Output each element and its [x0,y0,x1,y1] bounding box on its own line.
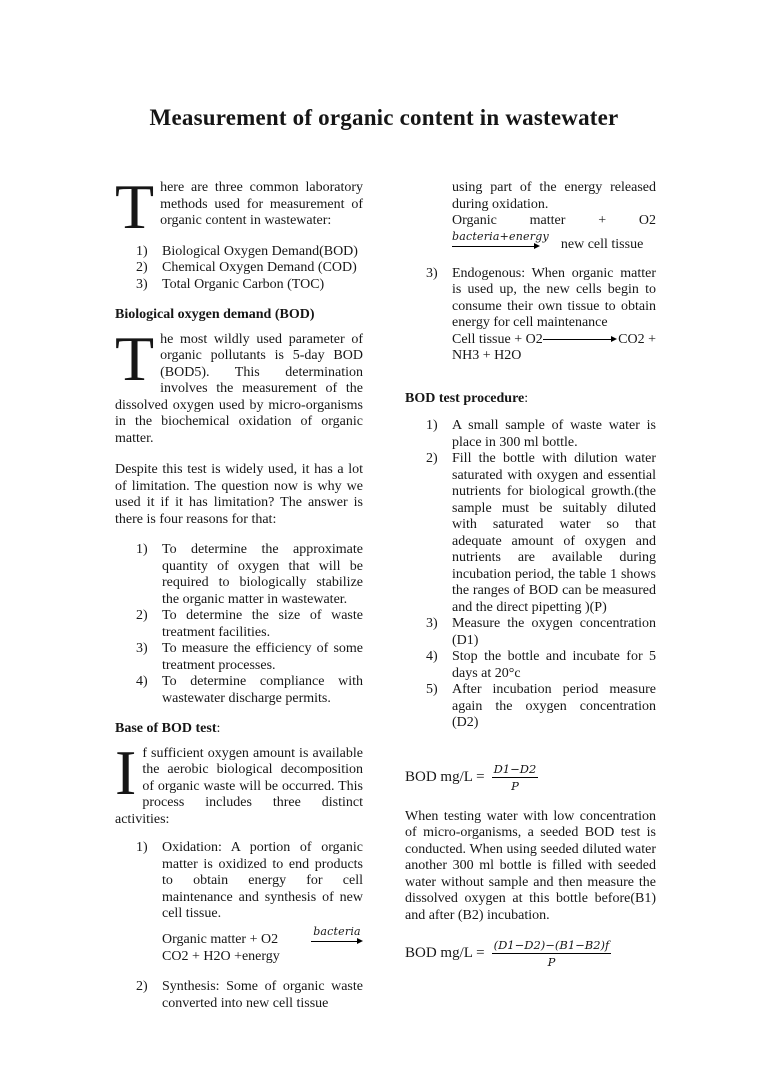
formula-bod-seeded [405,938,656,969]
right-arrow-icon [543,336,617,344]
list-item-text: Total Organic Carbon (TOC) [162,276,325,292]
list-item [115,674,363,707]
list-number: 3) [136,641,148,656]
list-item [405,649,656,682]
left-column [115,171,363,1012]
list-methods [115,244,363,294]
equation-lhs: Cell tissue + O2 [452,331,543,347]
list-item-text: Synthesis: Some of organic waste converted into new cell tissue [162,979,363,1011]
paragraph-seeded: When testing water with low concentration of micro-organisms, a seeded BOD test is conducted. When using seeded diluted water another 300 ml bottle is filled with seeded water without sample and then measure the dissolved oxygen at this bottle before(B1) and after (B2) incubation. [405,808,656,923]
list-item [405,616,656,649]
list-item-text: To determine the size of waste treatment facilities. [162,608,363,640]
list-item [405,682,656,732]
equation-rhs-line2: NH3 + H2O [452,348,522,363]
list-item-text: After incubation period measure again the oxygen concentration (D2) [452,682,656,730]
equation-synthesis-lhs: Organic matter + O2 [452,213,656,228]
fraction-numerator: (D1−D2)−(B1−B2)f [493,938,610,952]
list-number: 1) [136,542,148,557]
list-number: 2) [426,451,438,466]
list-number: 2) [136,260,148,275]
list-item [115,542,363,608]
list-item [115,608,363,641]
equation-rhs: new cell tissue [560,237,644,252]
list-item-synthesis [115,979,363,1012]
list-number: 1) [136,840,148,855]
list-number: 2) [136,979,148,994]
list-number: 4) [136,674,148,689]
arrow-label: bacteria+energy [452,229,549,243]
formula-bod-simple [405,762,656,793]
list-item-endogenous [405,266,656,365]
list-number: 3) [136,276,148,292]
heading-bod [115,307,363,324]
list-item-text: To determine compliance with wastewater discharge permits. [162,674,363,706]
document-title: Measurement of organic content in wastewater [149,105,619,131]
list-item [115,277,363,294]
list-item-text: Stop the bottle and incubate for 5 days at 20°c [452,649,656,681]
list-number: 3) [426,616,438,631]
heading-bod-text: Biological oxygen demand (BOD) [115,307,315,322]
list-item-text: Chemical Oxygen Demand (COD) [162,260,357,275]
paragraph-despite: Despite this test is widely used, it has a lot of limitation. The question now is why we used it if it has limitation? The answer is there is four reasons for that: [115,462,363,527]
right-arrow-icon [452,243,540,251]
list-item-text: To measure the efficiency of some treatment processes. [162,641,363,673]
list-item-text: Fill the bottle with dilution water saturated with oxygen and essential nutrients for biological growth.(the sample must be suitably diluted with saturated water so that adequate amount of oxygen and nutrients are available during incubation period, the table 1 shows the ranges of BOD can be measured and the direct pipetting )(P) [452,451,656,615]
list-item [405,451,656,616]
paragraph-base [115,736,363,829]
dropcap-t: T [115,171,155,242]
formula-prefix: BOD mg/L = [405,945,485,962]
fraction-numerator: D1−D2 [493,761,537,776]
list-item-text: Oxidation: A portion of organic matter is oxidized to end products to obtain energy for cell maintenance and synthesis of new cell tissue. [162,840,363,921]
list-item [115,244,363,261]
fraction [492,762,539,793]
heading-procedure-suffix: : [524,390,529,406]
synthesis-continuation [452,180,656,254]
continuation-text: using part of the energy released during oxidation. [452,180,656,212]
arrow-label: bacteria [313,924,361,938]
formula-prefix: BOD mg/L = [405,768,485,785]
right-column [405,180,656,969]
list-number: 3) [426,265,438,281]
list-number: 1) [426,418,438,433]
heading-base-suffix: : [216,721,221,736]
list-item-text: To determine the approximate quantity of oxygen that will be required to biologically stabilize the organic matter in wastewater. [162,542,363,607]
heading-base-text: Base of BOD test [115,721,217,736]
equation-endogenous [452,332,656,349]
paragraph-base-text: f sufficient oxygen amount is available the aerobic biological decomposition of organic waste will be occurred. This process includes three distinct activities: [115,745,363,827]
right-arrow-icon [311,938,363,946]
equation-rhs: CO2 + H2O +energy [162,948,280,964]
list-number: 2) [136,608,148,623]
list-number: 1) [136,243,148,259]
equation-oxidation [162,925,363,949]
list-number: 5) [426,682,438,697]
equation-rhs: CO2 + [618,331,656,347]
equation-lhs: Organic matter + O2 [162,932,279,947]
list-number: 4) [426,649,438,664]
heading-procedure [405,391,656,408]
list-item [115,641,363,674]
heading-procedure-text: BOD test procedure [405,390,525,406]
list-procedure-steps [405,418,656,732]
fraction-denominator: P [511,778,519,793]
heading-base [115,721,363,738]
list-item-text: Measure the oxygen concentration (D1) [452,616,656,648]
list-item-oxidation [115,840,363,965]
list-item [405,418,656,451]
list-item-text: A small sample of waste water is place in 300 ml bottle. [452,418,656,450]
labeled-arrow [311,925,363,949]
dropcap-t: T [115,322,155,394]
fraction [492,938,612,969]
paragraph-intro-text: here are three common laboratory methods used for measurement of organic content in wastewater: [160,180,363,228]
equation-synthesis [452,230,656,254]
paragraph-intro [115,171,363,242]
list-item [115,260,363,277]
list-activities [115,840,363,1012]
paragraph-bod-text: he most wildly used parameter of organic pollutants is 5-day BOD (BOD5). This determination involves the measurement of the dissolved oxygen used by micro-organisms in the biochemical oxidation of organic matter. [115,331,363,446]
labeled-arrow [452,230,549,254]
paragraph-bod [115,322,363,448]
list-item-text: Endogenous: When organic matter is used up, the new cells begin to consume their own tissue to obtain energy for cell maintenance [452,265,656,330]
list-item-text: Biological Oxygen Demand(BOD) [162,243,358,259]
list-reasons [115,542,363,707]
fraction-denominator: P [547,955,556,969]
dropcap-i: I [115,736,137,808]
